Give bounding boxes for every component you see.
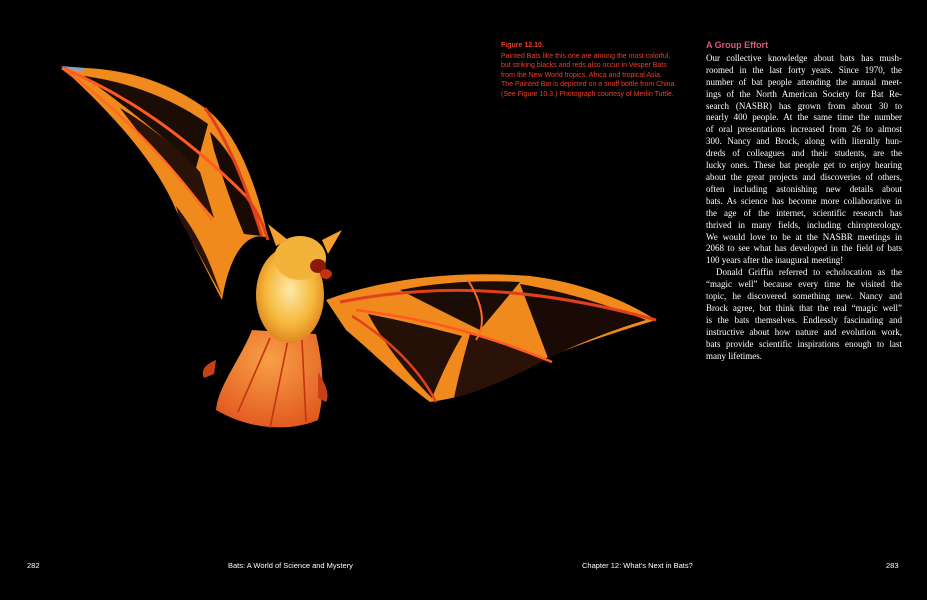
painted-bat-photo [40,40,680,460]
text-line: Brock agree, but think that the real “magic well” [706,302,902,313]
right-running-title: Chapter 12: What’s Next in Bats? [582,561,693,570]
text-line: roomed in the last forty years. Since 1970, the [706,64,902,75]
text-line: Our collective knowledge about bats has mush- [706,52,902,63]
text-line: nearly 400 people. At the same time the number [706,112,902,123]
text-line: bats provide scientific inspirations enough to last [706,338,902,349]
figure-caption [501,41,697,100]
text-line: 100 years after the inaugural meeting! [706,255,844,266]
text-line: number of bat people attending the annual meet- [706,76,902,87]
text-line: often including astonishing new details about [706,183,902,194]
text-line: search (NASBR) has grown from about 30 to [706,100,902,111]
caption-line: (See Figure 10.3.) Photograph courtesy of Merlin Tuttle. [501,90,674,98]
text-line: bats. As science has become more collaborative in [706,195,902,206]
text-line: We would love to be at the NASBR meetings in [706,231,902,242]
left-wing [60,66,268,300]
left-running-title: Bats: A World of Science and Mystery [228,561,353,570]
text-line: lucky ones. These bat people get to enjoy hearing [706,160,902,171]
left-page-number: 282 [27,561,40,570]
text-line: of oral presentations increased from 26 to almost [706,124,902,135]
text-line: “magic well” because every time he visited the [706,279,902,290]
caption-line: The Painted Bat is depicted on a snuff bottle from China. [501,81,677,89]
text-line: is the bats themselves. Endlessly fascinating and [706,314,902,325]
paragraph-2 [706,267,902,362]
paragraph-1 [706,53,902,267]
text-line: topic, he discovered something new. Nancy and [706,291,902,302]
caption-line: from the New World tropics, Africa and tropical Asia. [501,71,662,79]
section-heading: A Group Effort [706,40,769,50]
figure-label: Figure 12.10. [501,42,544,49]
text-line: Donald Griffin referred to echolocation as the [716,267,902,278]
text-line: the age of the internet, scientific research has [706,207,902,218]
tail-membrane [216,330,322,427]
text-line: instructive about how nature and evolution work, [706,326,902,337]
text-line: thrived in many fields, including chiropterology. [706,219,902,230]
text-line: 2068 to see what has developed in the field of bats [706,243,902,254]
caption-line: Painted Bats like this one are among the most colorful, [501,52,671,60]
caption-line: but striking blacks and reds also occur in Vesper Bats [501,62,667,70]
right-page-number: 283 [886,561,899,570]
text-line: ings of the North American Society for Bat Re- [706,88,902,99]
text-line: 300. Nancy and Brock, along with literally hun- [706,136,902,147]
text-line: dreds of colleagues and their students, are the [706,148,902,159]
main-text-column [706,40,902,362]
text-line: many lifetimes. [706,350,762,361]
text-line: about the great projects and discoveries of others, [706,171,902,182]
right-wing [326,274,656,402]
